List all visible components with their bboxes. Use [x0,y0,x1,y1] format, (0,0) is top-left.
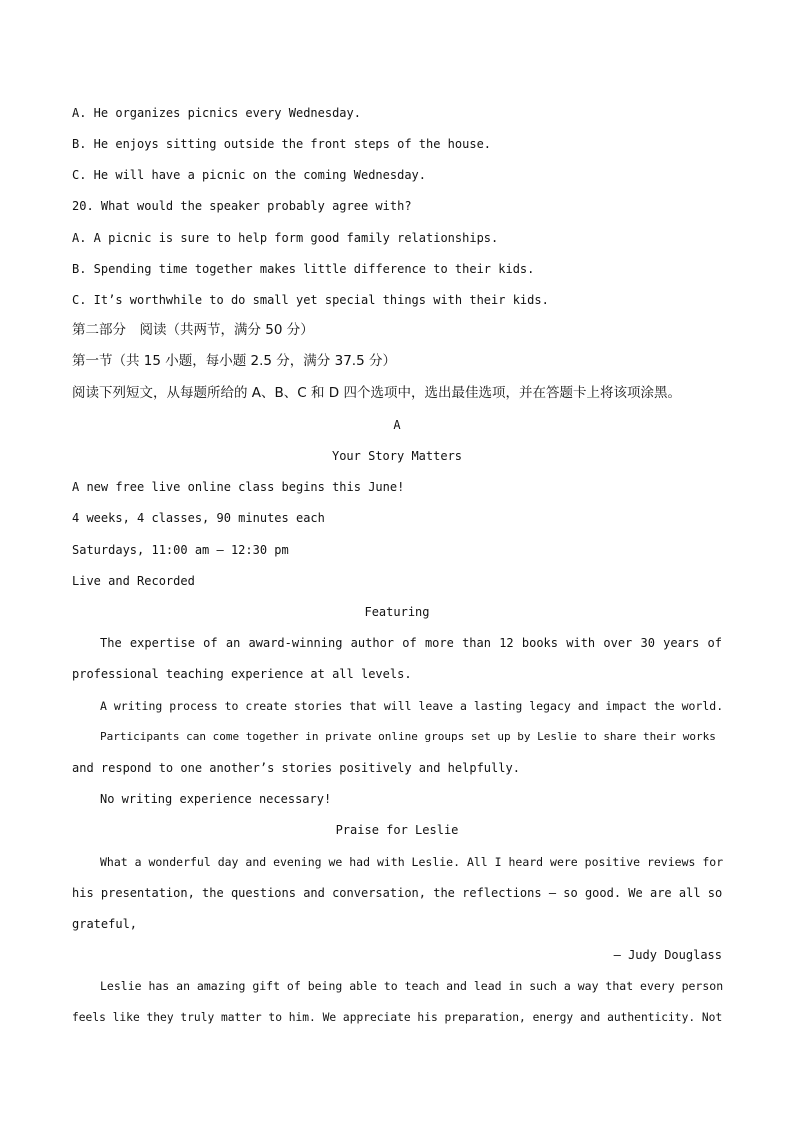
q19-option-a: A. He organizes picnics every Wednesday. [72,106,361,120]
reading-instruction: 阅读下列短文，从每题所给的 A、B、C 和 D 四个选项中，选出最佳选项，并在答题卡上将该项涂黑。 [72,385,681,401]
featuring-p4: No writing experience necessary! [100,792,332,806]
intro-line-1: A new free live online class begins this June! [72,480,405,494]
intro-line-2: 4 weeks, 4 classes, 90 minutes each [72,511,325,525]
passage-letter: A [393,418,401,432]
praise-q2-line1: Leslie has an amazing gift of being able to teach and lead in such a way that every person [100,979,724,993]
exam-page [72,0,722,1123]
praise-q2-line2: feels like they truly matter to him. We appreciate his preparation, energy and authenticity. Not [72,1011,723,1024]
q20-option-a: A. A picnic is sure to help form good family relationships. [72,231,499,245]
q19-option-c: C. He will have a picnic on the coming Wednesday. [72,168,427,182]
praise-q1-line3: grateful, [72,917,138,931]
passage-title: Your Story Matters [331,449,463,463]
q20-option-b: B. Spending time together makes little difference to their kids. [72,262,535,276]
praise-q1-author: — Judy Douglass [613,948,722,962]
section-one-title: 第一节（共 15 小题，每小题 2.5 分，满分 37.5 分） [72,353,396,369]
praise-q1-line1: What a wonderful day and evening we had with Leslie. All I heard were positive reviews for [100,855,724,869]
featuring-p1-line1: The expertise of an award-winning author of more than 12 books with over 30 years of [100,636,722,650]
intro-line-4: Live and Recorded [72,574,195,588]
part-two-title: 第二部分 阅读（共两节，满分 50 分） [72,322,314,338]
q19-option-b: B. He enjoys sitting outside the front steps of the house. [72,137,492,151]
featuring-p1-line2: professional teaching experience at all levels. [72,667,412,681]
featuring-p3-line1: Participants can come together in private online groups set up by Leslie to share their works [100,730,716,743]
featuring-heading: Featuring [364,605,430,619]
q20-option-c: C. It’s worthwhile to do small yet special things with their kids. [72,293,549,307]
intro-line-3: Saturdays, 11:00 am — 12:30 pm [72,543,289,557]
featuring-p3-line2: and respond to one another’s stories positively and helpfully. [72,761,520,775]
praise-q1-line2: his presentation, the questions and conversation, the reflections — so good. We are all so [72,886,723,900]
featuring-p2: A writing process to create stories that will leave a lasting legacy and impact the world. [100,699,724,713]
praise-heading: Praise for Leslie [335,823,459,837]
q20-stem: 20. What would the speaker probably agree with? [72,199,412,213]
